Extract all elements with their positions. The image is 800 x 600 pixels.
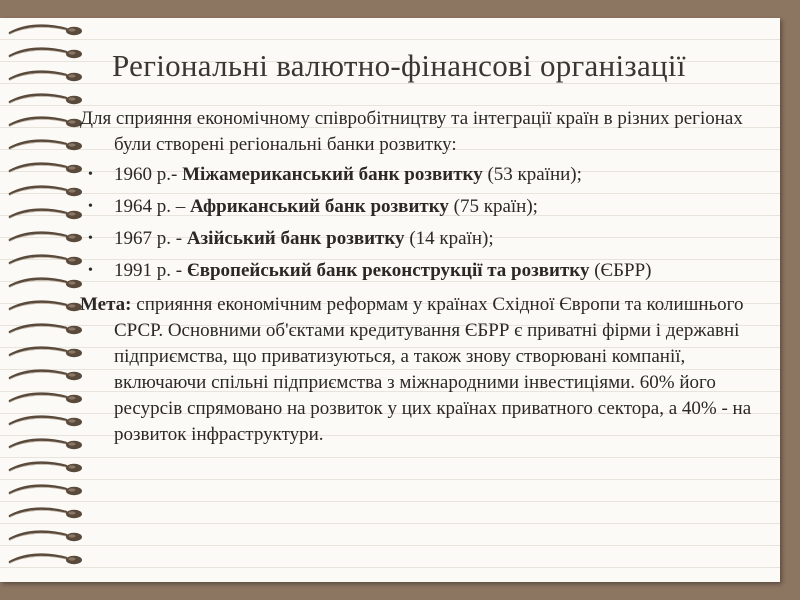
bank-members: (53 країни); [482,164,582,185]
intro-paragraph: Для сприяння економічному співробітництву та інтеграції країн в різних регіонах були створені регіональні банки розвитку: [80,108,743,155]
bullet-icon: • [88,231,93,246]
goal-label: Мета: [80,294,132,315]
slide-body [80,106,770,448]
bank-name: Міжамериканський банк розвитку [182,164,483,185]
spiral-ring-icon [8,208,86,222]
bank-name: Африканський банк розвитку [190,196,449,217]
spiral-ring-icon [8,438,86,452]
spiral-ring-icon [8,277,86,291]
notebook-page [0,18,780,582]
goal-paragraph [80,292,770,448]
spiral-ring-icon [8,47,86,61]
spiral-ring-icon [8,300,86,314]
spiral-ring-icon [8,392,86,406]
spiral-ring-icon [8,93,86,107]
spiral-ring-icon [8,139,86,153]
bank-members: (75 країн); [448,196,538,217]
bank-year: 1991 р. - [114,260,187,281]
bank-year: 1960 р.- [114,164,183,185]
spiral-ring-icon [8,415,86,429]
spiral-ring-icon [8,553,86,567]
spiral-ring-icon [8,369,86,383]
banks-list [80,162,770,284]
bullet-icon: • [88,167,93,182]
list-item [80,194,770,220]
bank-members: (14 країн); [404,228,494,249]
list-item [80,162,770,188]
spiral-ring-icon [8,185,86,199]
slide-title: Регіональні валютно-фінансові організації [112,48,686,83]
spiral-ring-icon [8,254,86,268]
spiral-ring-icon [8,323,86,337]
spiral-ring-icon [8,70,86,84]
spiral-ring-icon [8,484,86,498]
spiral-ring-icon [8,231,86,245]
spiral-ring-icon [8,507,86,521]
list-item [80,226,770,252]
bullet-icon: • [88,199,93,214]
spiral-ring-icon [8,24,86,38]
spiral-ring-icon [8,346,86,360]
bank-members: (ЄБРР) [589,260,652,281]
bank-year: 1967 р. - [114,228,187,249]
bullet-icon: • [88,263,93,278]
list-item [80,258,770,284]
bank-name: Європейський банк реконструкції та розвитку [186,260,590,281]
goal-text: сприяння економічним реформам у країнах Східної Європи та колишнього СРСР. Основними об'єктами кредитування ЄБРР є приватні фірми і державні підприємства, що приватизуються, а також знову створювані компанії, включаючи спільні підприємства з міжнародними інвестиціями. 60% його ресурсів спрямовано на розвиток у цих країнах приватного сектора, а 40% - на розвиток інфраструктури. [114,294,752,445]
bank-name: Азійський банк розвитку [186,228,405,249]
spiral-ring-icon [8,530,86,544]
spiral-ring-icon [8,162,86,176]
spiral-ring-icon [8,461,86,475]
spiral-ring-icon [8,116,86,130]
bank-year: 1964 р. – [114,196,190,217]
